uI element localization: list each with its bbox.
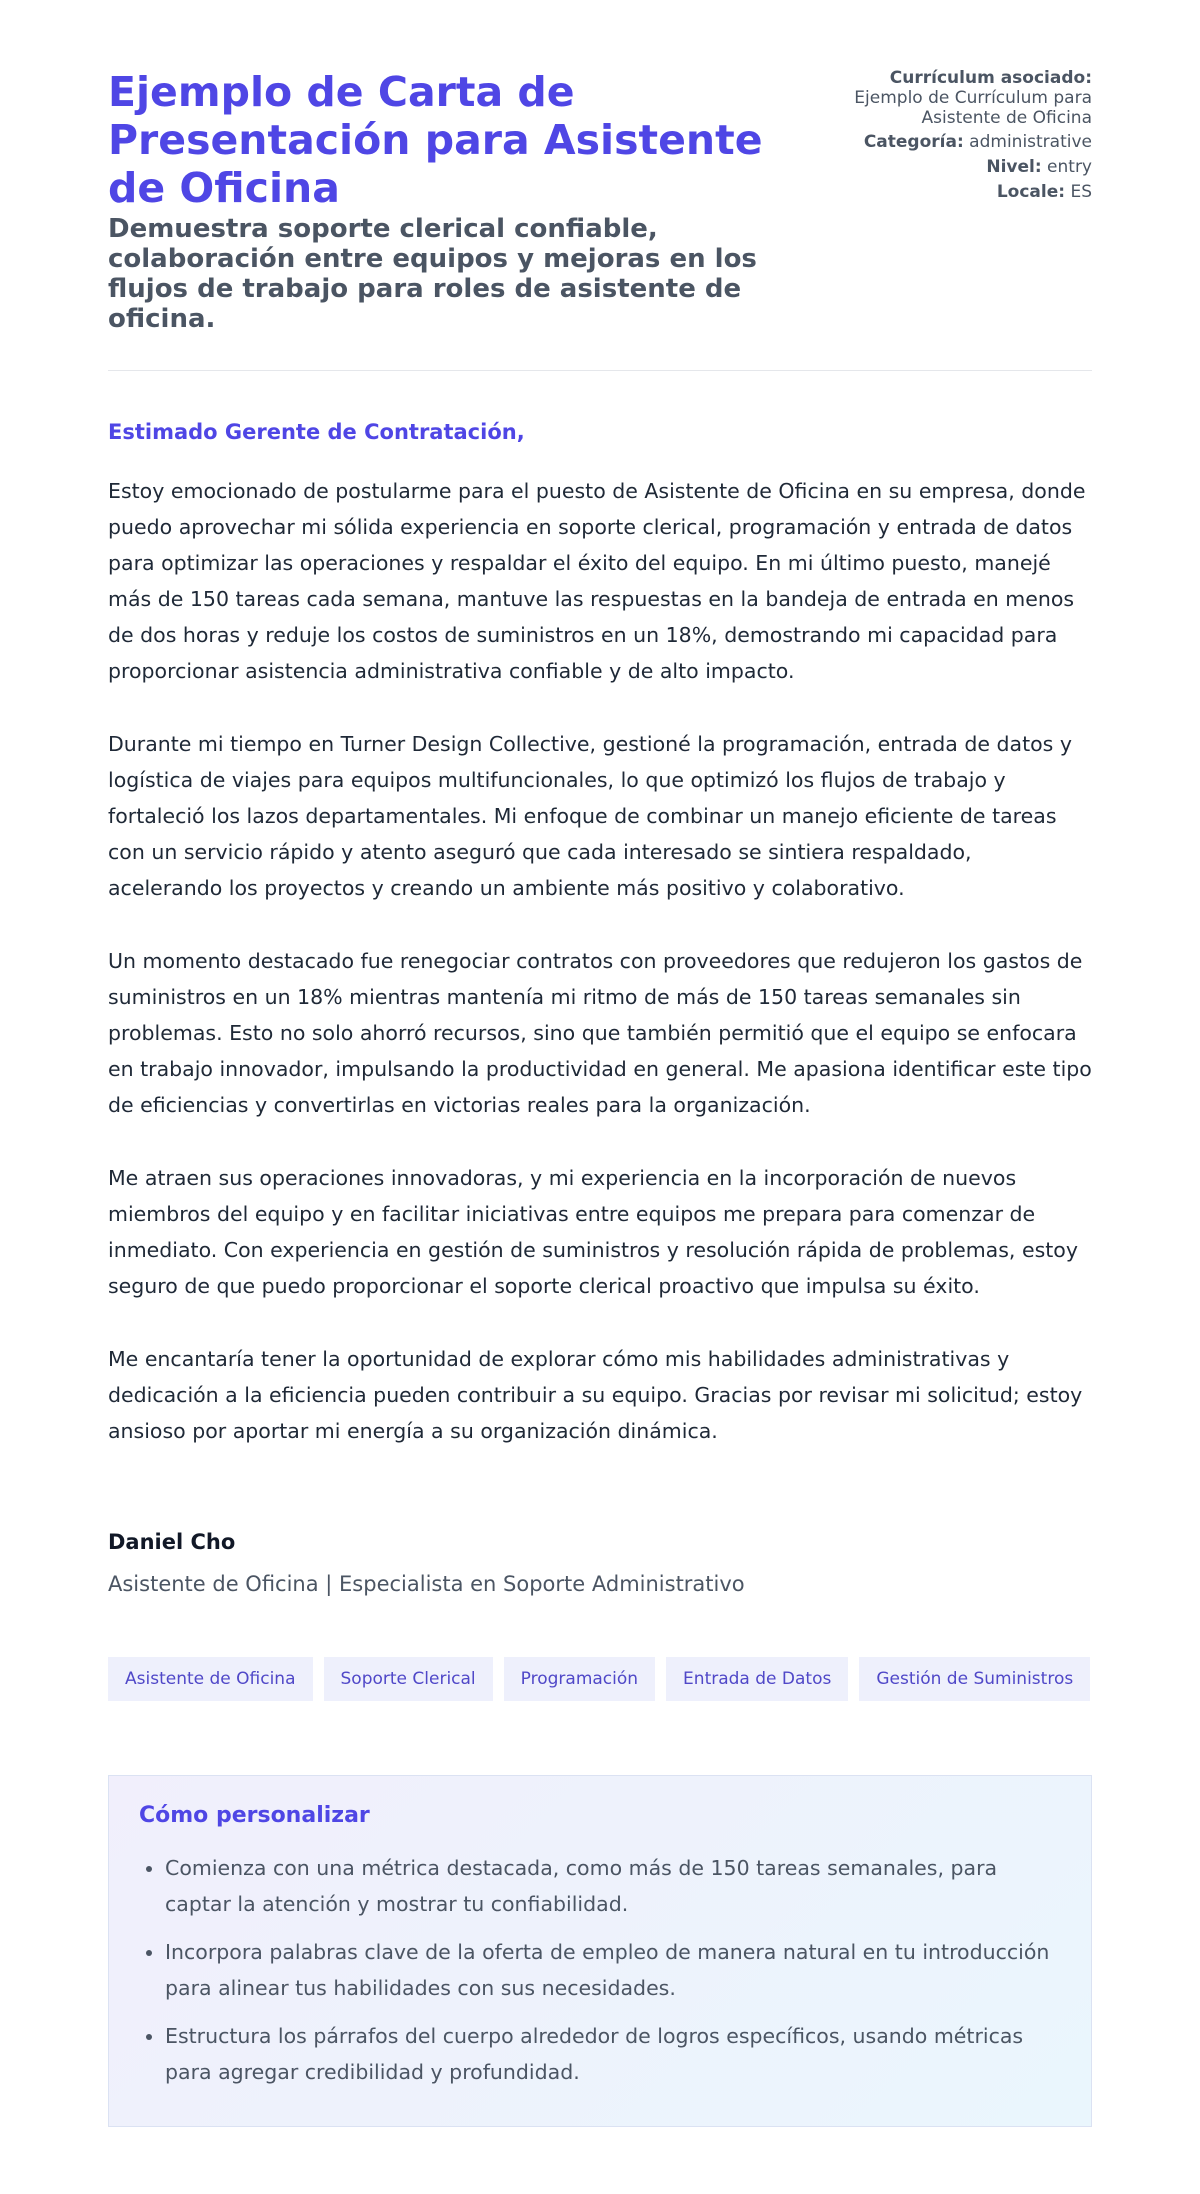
- skill-tag: Entrada de Datos: [666, 1657, 848, 1701]
- signature-name: Daniel Cho: [108, 1530, 236, 1554]
- meta-resume-label: Currículum asociado:: [889, 68, 1092, 88]
- meta-level-label: Nivel:: [986, 157, 1042, 177]
- letter-body: [108, 473, 1092, 1449]
- header-title-block: [108, 68, 803, 334]
- letter-paragraph: Me atraen sus operaciones innovadoras, y mi experiencia en la incorporación de nuevos miembros del equipo y en facilitar iniciativas entre equipos me prepara para comenzar de inmediato. Con experiencia en gestión de suministros y resolución rápida de problemas, estoy seguro de que puedo proporcionar el soporte clerical proactivo que impulsa su éxito.: [108, 1166, 1078, 1298]
- skill-tag: Soporte Clerical: [324, 1657, 493, 1701]
- letter-paragraph: Durante mi tiempo en Turner Design Collective, gestioné la programación, entrada de datos y logística de viajes para equipos multifuncionales, lo que optimizó los flujos de trabajo y fortaleció los lazos departamentales. Mi enfoque de combinar un manejo eficiente de tareas con un servicio rápido y atento aseguró que cada interesado se sintiera respaldado, acelerando los proyectos y creando un ambiente más positivo y colaborativo.: [108, 732, 1073, 900]
- meta-locale: [803, 182, 1092, 202]
- meta-category: [803, 132, 1092, 152]
- tips-list-item: • Estructura los párrafos del cuerpo alrededor de logros específicos, usando métricas para agregar credibilidad y profundidad.: [165, 2018, 1061, 2090]
- tips-title: Cómo personalizar: [139, 1803, 370, 1828]
- page-subtitle: Demuestra soporte clerical confiable, colaboración entre equipos y mejoras en los flujos de trabajo para roles de asistente de oficina.: [108, 214, 757, 334]
- tips-list-item: • Comienza con una métrica destacada, como más de 150 tareas semanales, para captar la atención y mostrar tu confiabilidad.: [165, 1850, 1061, 1922]
- meta-level-value: entry: [1047, 157, 1092, 177]
- meta-category-label: Categoría:: [863, 132, 964, 152]
- metadata-panel: [803, 68, 1092, 334]
- meta-locale-value: ES: [1070, 182, 1092, 202]
- header-divider: [108, 370, 1092, 371]
- letter-paragraph: Un momento destacado fue renegociar contratos con proveedores que redujeron los gastos de suministros en un 18% mientras mantenía mi ritmo de más de 150 tareas semanales sin problemas. Esto no solo ahorró recursos, sino que también permitió que el equipo se enfocara en trabajo innovador, impulsando la productividad en general. Me apasiona identificar este tipo de eficiencias y convertirlas en victorias reales para la organización.: [108, 949, 1092, 1117]
- letter-paragraph: Estoy emocionado de postularme para el puesto de Asistente de Oficina en su empresa, donde puedo aprovechar mi sólida experiencia en soporte clerical, programación y entrada de datos para optimizar las operaciones y respaldar el éxito del equipo. En mi último puesto, manejé más de 150 tareas cada semana, mantuve las respuestas en la bandeja de entrada en menos de dos horas y reduje los costos de suministros en un 18%, demostrando mi capacidad para proporcionar asistencia administrativa confiable y de alto impacto.: [108, 479, 1086, 683]
- skill-tag: Programación: [504, 1657, 655, 1701]
- document-header: [108, 0, 1092, 334]
- signature-title: Asistente de Oficina | Especialista en Soporte Administrativo: [108, 1572, 745, 1596]
- letter-paragraph: Me encantaría tener la oportunidad de explorar cómo mis habilidades administrativas y dedicación a la eficiencia pueden contribuir a su equipo. Gracias por revisar mi solicitud; estoy ansioso por aportar mi energía a su organización dinámica.: [108, 1347, 1083, 1443]
- meta-category-value: administrative: [969, 132, 1092, 152]
- skill-tag: Gestión de Suministros: [859, 1657, 1090, 1701]
- letter-salutation: Estimado Gerente de Contratación,: [108, 420, 525, 444]
- skill-tags: [108, 1657, 1092, 1701]
- tips-list: [139, 1850, 1061, 2090]
- meta-level: [803, 157, 1092, 177]
- meta-resume: [803, 68, 1092, 128]
- meta-locale-label: Locale:: [996, 182, 1066, 202]
- page-title: Ejemplo de Carta de Presentación para Asistente de Oficina: [108, 68, 763, 212]
- meta-resume-value: Ejemplo de Currículum para Asistente de Oficina: [854, 88, 1092, 128]
- signature-block: [108, 1529, 1092, 1597]
- customization-tips-box: [108, 1775, 1092, 2127]
- tips-list-item: • Incorpora palabras clave de la oferta de empleo de manera natural en tu introducción para alinear tus habilidades con sus necesidades.: [165, 1934, 1061, 2006]
- skill-tag: Asistente de Oficina: [108, 1657, 313, 1701]
